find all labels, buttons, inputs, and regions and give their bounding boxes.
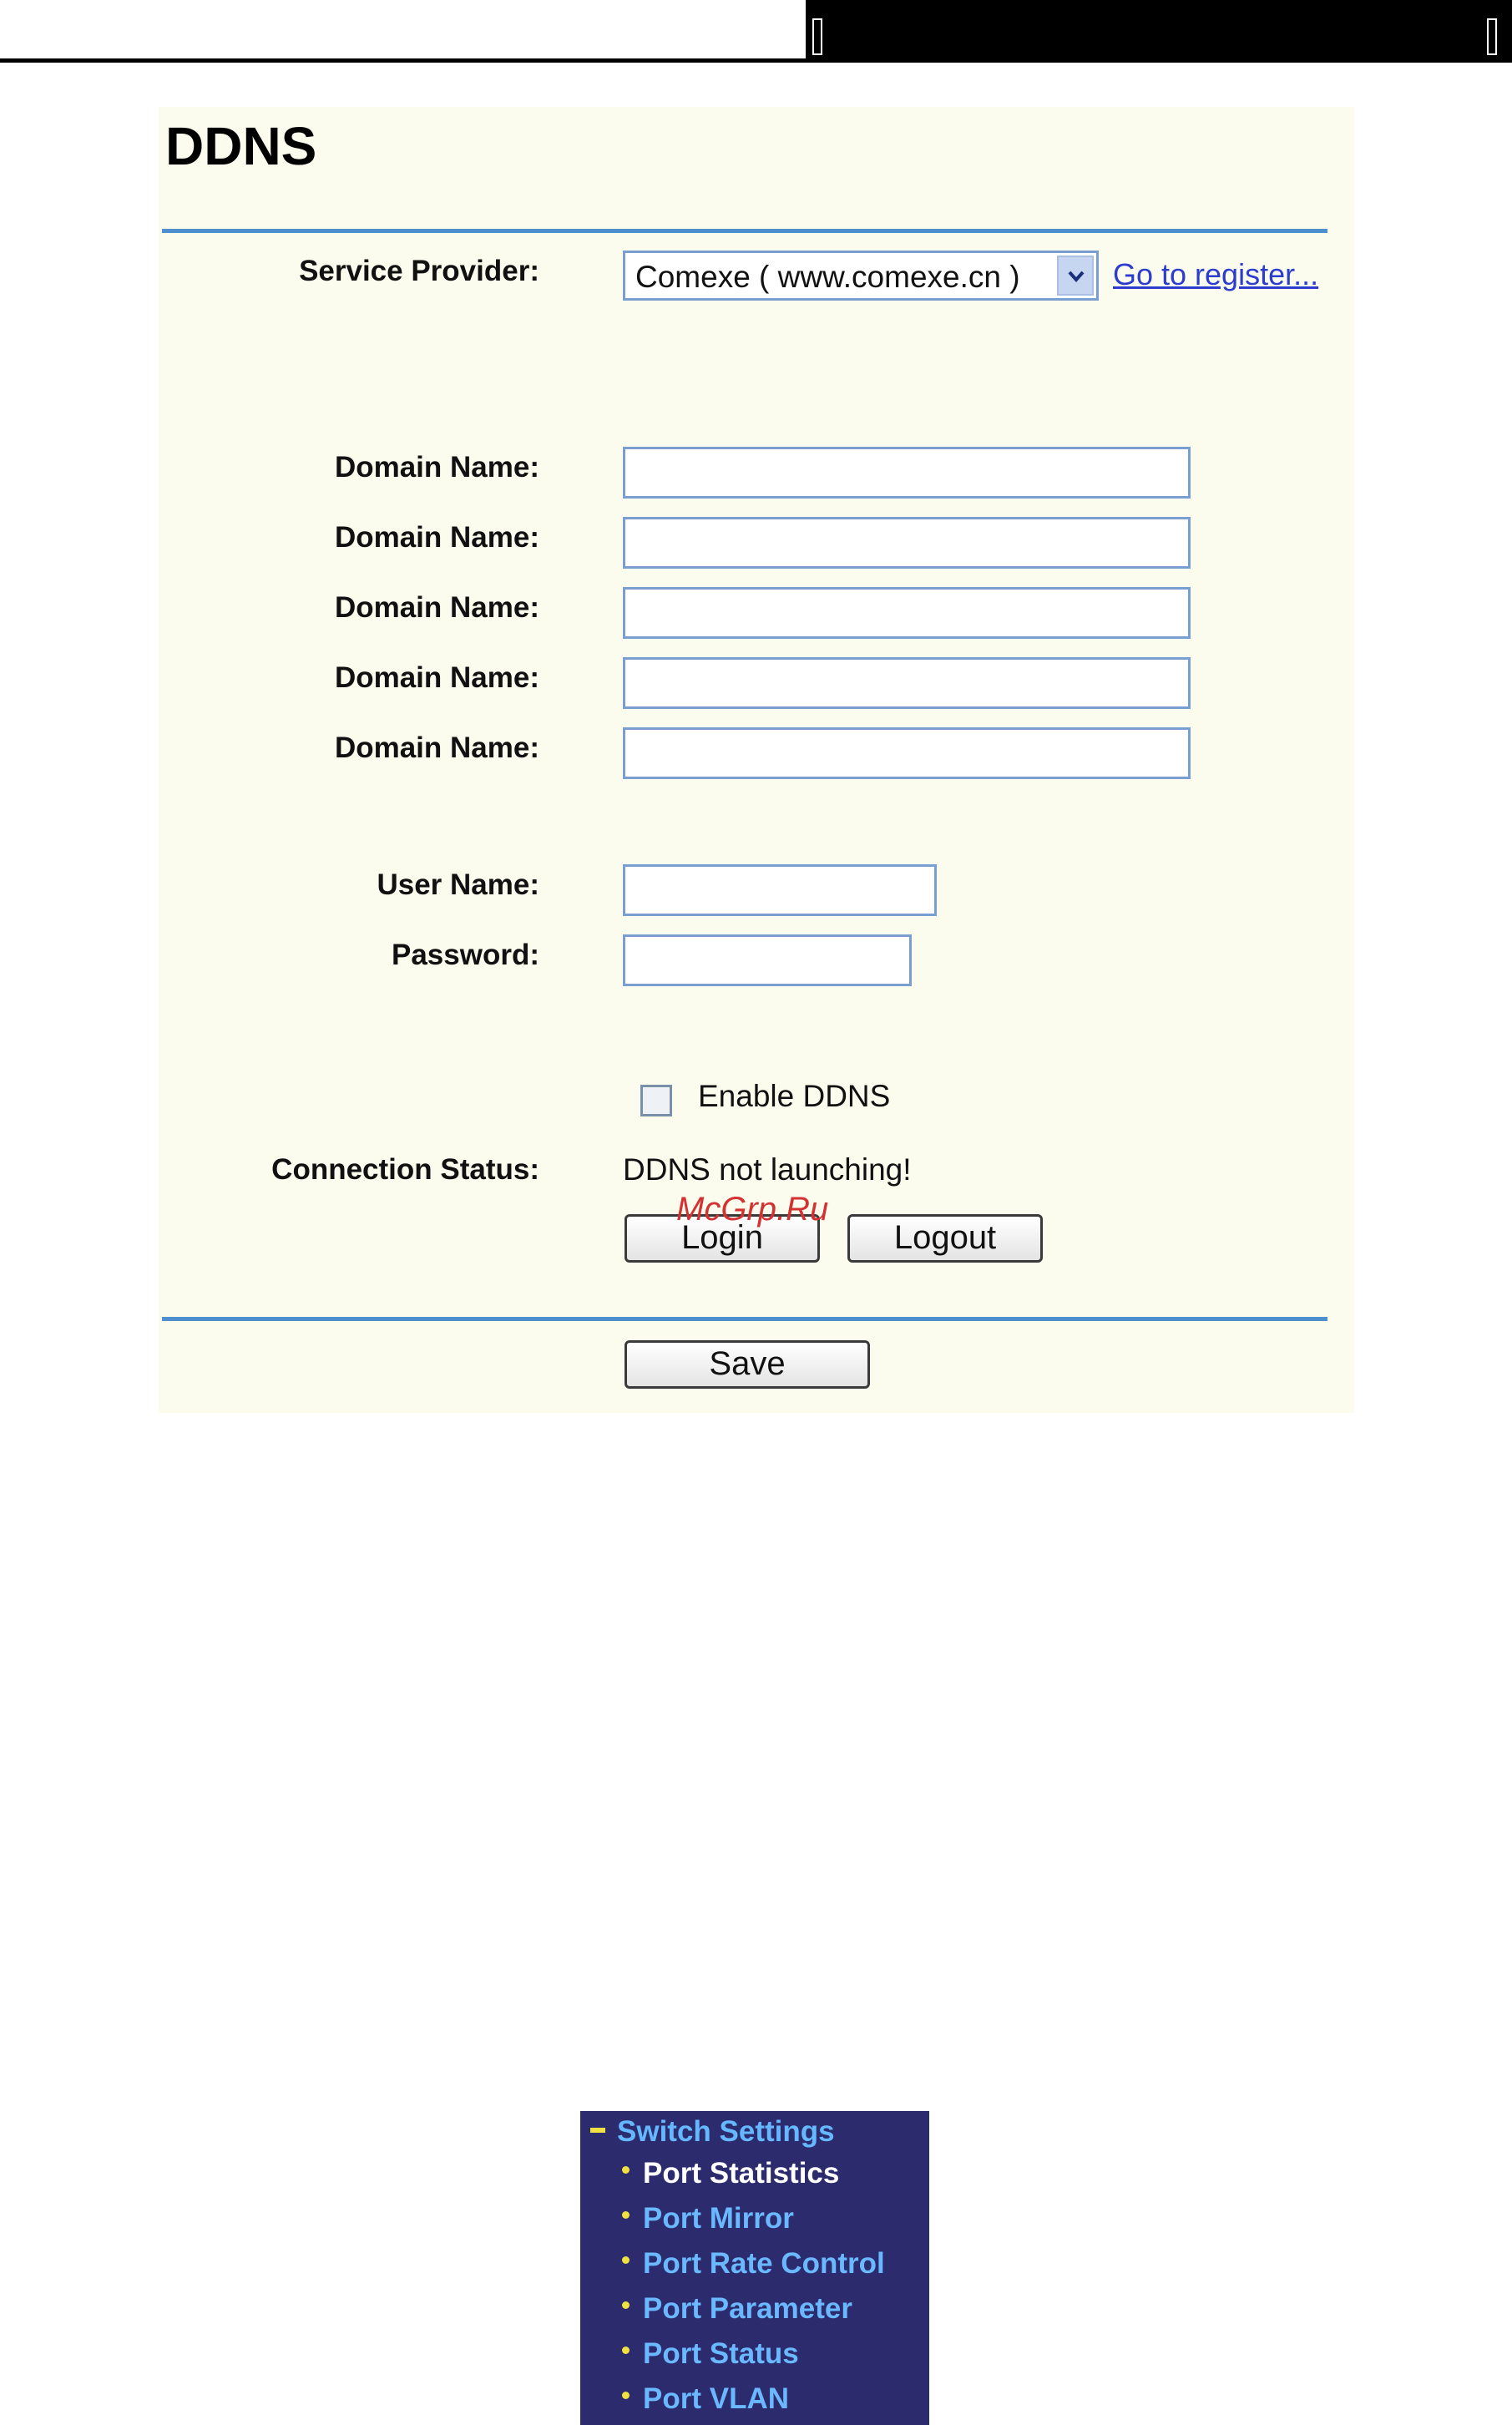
menu-header-switch-settings[interactable]	[590, 2113, 835, 2151]
page-title: DDNS	[165, 116, 317, 176]
domain-name-label-5: Domain Name:	[334, 732, 539, 764]
menu-item-port-parameter[interactable]	[622, 2290, 852, 2328]
chevron-down-icon	[1067, 269, 1085, 284]
service-provider-label: Service Provider:	[299, 255, 539, 287]
bottom-divider	[162, 1317, 1327, 1321]
bullet-icon	[622, 2347, 630, 2354]
domain-name-label-3: Domain Name:	[334, 591, 539, 624]
header-glyph-right	[1487, 18, 1497, 55]
header-rule	[0, 58, 806, 63]
menu-item-port-rate-control[interactable]	[622, 2245, 885, 2283]
dropdown-arrow-button[interactable]	[1057, 256, 1094, 296]
ddns-panel	[159, 107, 1354, 1413]
go-to-register-link[interactable]: Go to register...	[1113, 257, 1319, 291]
top-divider	[162, 229, 1327, 233]
user-name-label: User Name:	[377, 868, 539, 901]
menu-item-port-statistics[interactable]	[622, 2154, 839, 2193]
menu-item-port-vlan[interactable]	[622, 2380, 789, 2418]
domain-name-input-3[interactable]	[623, 587, 1191, 639]
domain-name-label-4: Domain Name:	[334, 661, 539, 694]
logout-button[interactable]: Logout	[847, 1214, 1043, 1263]
domain-name-input-5[interactable]	[623, 727, 1191, 779]
menu-item-label: Port Rate Control	[643, 2247, 885, 2280]
password-label: Password:	[392, 939, 539, 971]
menu-item-label: Port Status	[643, 2337, 799, 2370]
collapse-minus-icon	[590, 2128, 605, 2133]
watermark-text: McGrp.Ru	[676, 1191, 829, 1228]
password-input[interactable]	[623, 934, 912, 986]
menu-item-label: Port Parameter	[643, 2292, 852, 2325]
menu-item-label: Port VLAN	[643, 2382, 789, 2415]
service-provider-value: Comexe ( www.comexe.cn )	[635, 260, 1020, 294]
domain-name-input-2[interactable]	[623, 517, 1191, 569]
menu-header-label: Switch Settings	[617, 2115, 835, 2148]
user-name-input[interactable]	[623, 864, 937, 916]
header-bar	[806, 0, 1512, 63]
bullet-icon	[622, 2166, 630, 2174]
menu-item-port-status[interactable]	[622, 2335, 799, 2373]
save-button[interactable]: Save	[625, 1340, 870, 1389]
bullet-icon	[622, 2392, 630, 2399]
connection-status-label: Connection Status:	[271, 1153, 539, 1186]
bullet-icon	[622, 2211, 630, 2219]
domain-name-input-1[interactable]	[623, 447, 1191, 499]
domain-name-label-2: Domain Name:	[334, 521, 539, 554]
login-button[interactable]: Login	[625, 1214, 820, 1263]
bullet-icon	[622, 2256, 630, 2264]
service-provider-select[interactable]	[623, 251, 1099, 301]
domain-name-label-1: Domain Name:	[334, 451, 539, 483]
menu-item-port-mirror[interactable]	[622, 2200, 794, 2238]
menu-item-label: Port Statistics	[643, 2157, 840, 2190]
enable-ddns-label: Enable DDNS	[698, 1079, 891, 1113]
bullet-icon	[622, 2301, 630, 2309]
menu-item-label: Port Mirror	[643, 2202, 794, 2235]
domain-name-input-4[interactable]	[623, 657, 1191, 709]
connection-status-value: DDNS not launching!	[623, 1152, 912, 1187]
enable-ddns-checkbox[interactable]	[640, 1085, 672, 1116]
header-glyph-left	[812, 18, 822, 55]
switch-settings-menu	[580, 2111, 929, 2425]
